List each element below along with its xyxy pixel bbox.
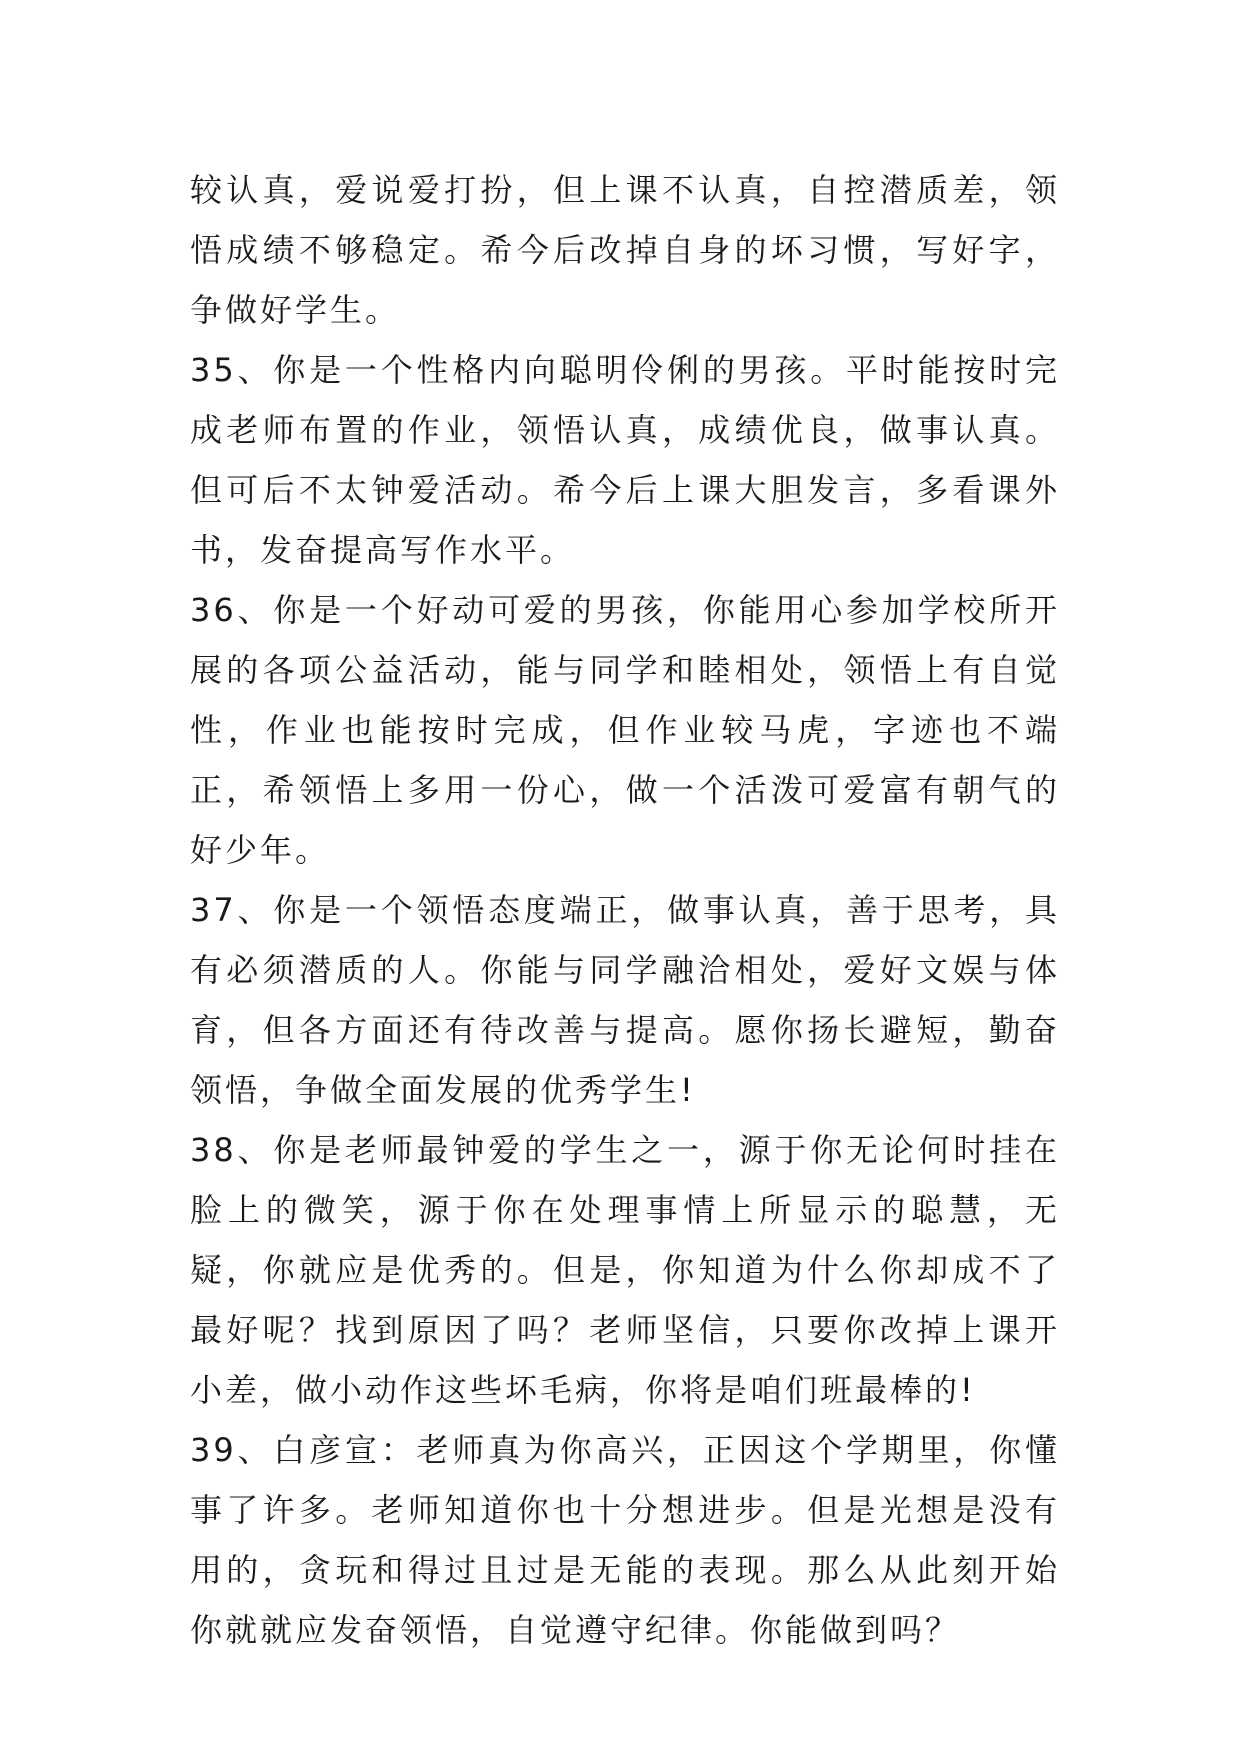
paragraph-continued: 较认真，爱说爱打扮，但上课不认真，自控潜质差，领悟成绩不够稳定。希今后改掉自身的坏习惯，写好字，争做好学生。 xyxy=(190,171,1060,329)
paragraph-35: 35、你是一个性格内向聪明伶俐的男孩。平时能按时完成老师布置的作业，领悟认真，成绩优良，做事认真。但可后不太钟爱活动。希今后上课大胆发言，多看课外书，发奋提高写作水平。 xyxy=(190,351,1060,569)
document-body xyxy=(190,160,1060,1660)
paragraph-36: 36、你是一个好动可爱的男孩，你能用心参加学校所开展的各项公益活动，能与同学和睦相处，领悟上有自觉性，作业也能按时完成，但作业较马虎，字迹也不端正，希领悟上多用一份心，做一个活泼可爱富有朝气的好少年。 xyxy=(190,591,1060,869)
paragraph-37: 37、你是一个领悟态度端正，做事认真，善于思考，具有必须潜质的人。你能与同学融洽相处，爱好文娱与体育，但各方面还有待改善与提高。愿你扬长避短，勤奋领悟，争做全面发展的优秀学生! xyxy=(190,891,1060,1109)
paragraph-38: 38、你是老师最钟爱的学生之一，源于你无论何时挂在脸上的微笑，源于你在处理事情上所显示的聪慧，无疑，你就应是优秀的。但是，你知道为什么你却成不了最好呢？找到原因了吗？老师坚信，只要你改掉上课开小差，做小动作这些坏毛病，你将是咱们班最棒的! xyxy=(190,1131,1060,1409)
paragraph-39: 39、白彦宣：老师真为你高兴，正因这个学期里，你懂事了许多。老师知道你也十分想进步。但是光想是没有用的，贪玩和得过且过是无能的表现。那么从此刻开始你就就应发奋领悟，自觉遵守纪律。你能做到吗？ xyxy=(190,1431,1060,1649)
